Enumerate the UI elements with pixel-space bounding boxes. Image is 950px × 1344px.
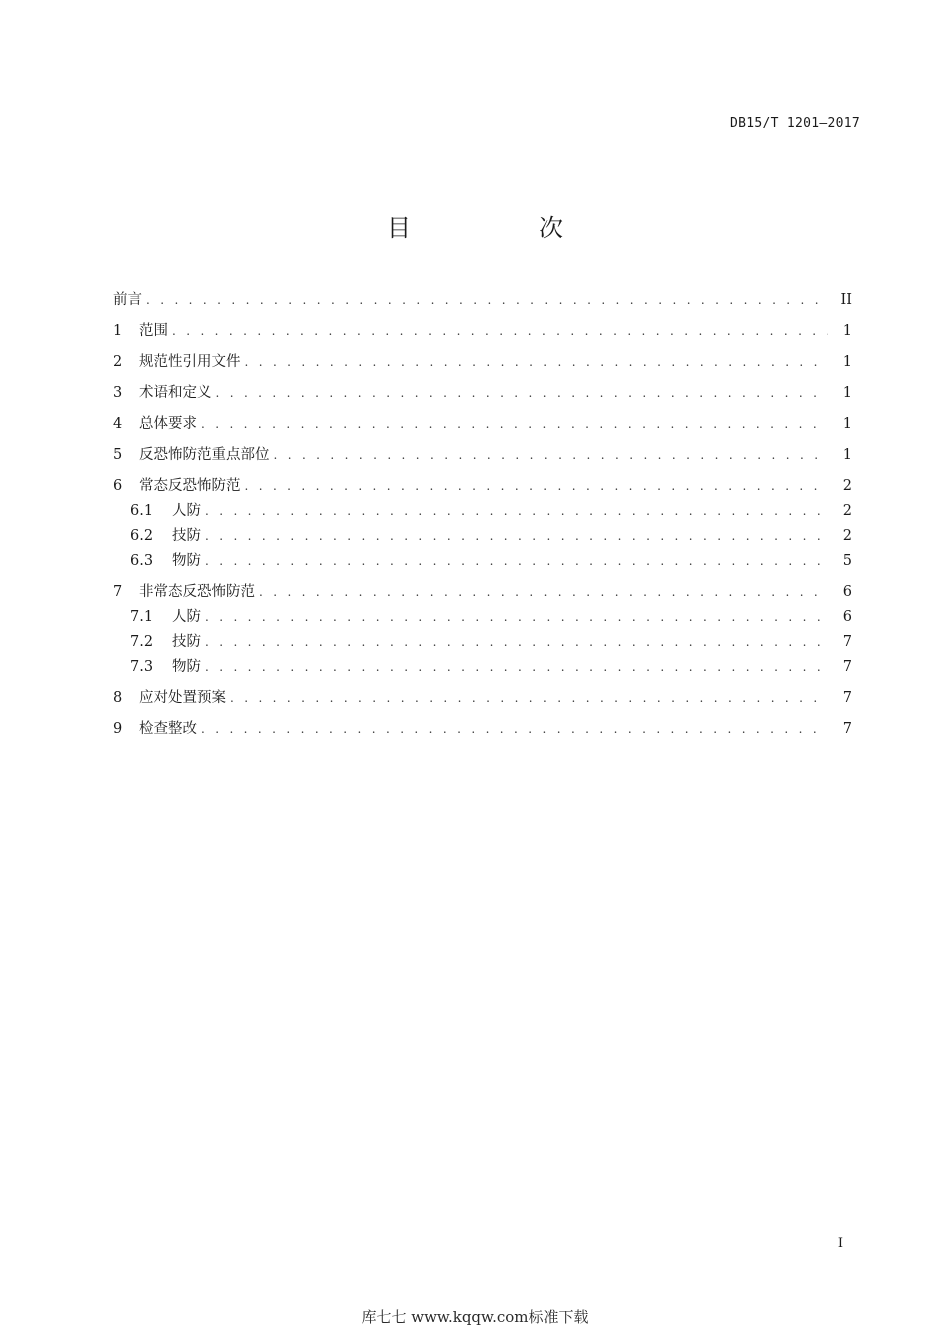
toc-entry-label: 前言 <box>113 292 142 308</box>
toc-entry-page: 1 <box>842 354 852 370</box>
table-of-contents <box>113 288 852 742</box>
toc-entry-number: 7.3 <box>130 659 154 675</box>
dot-leader <box>216 381 829 406</box>
dot-leader <box>245 474 829 499</box>
toc-entry-page: 1 <box>842 416 852 432</box>
dot-leader <box>259 580 828 605</box>
dot-leader <box>146 288 828 313</box>
toc-entry-page: 1 <box>842 447 852 463</box>
dot-leader <box>274 443 829 468</box>
toc-entry-label: 技防 <box>172 528 201 544</box>
toc-entry-number: 8 <box>113 690 123 706</box>
toc-entry[interactable] <box>113 655 852 680</box>
toc-entry-page: 7 <box>842 690 852 706</box>
toc-entry-number: 1 <box>113 323 123 339</box>
dot-leader <box>201 412 828 437</box>
toc-entry-page: 2 <box>842 528 852 544</box>
toc-entry-label: 人防 <box>172 503 201 519</box>
toc-entry-number: 7.2 <box>130 634 154 650</box>
toc-entry-page: 7 <box>842 634 852 650</box>
toc-entry[interactable] <box>113 686 852 711</box>
toc-entry[interactable] <box>113 412 852 437</box>
dot-leader <box>205 524 828 549</box>
toc-entry-page: 6 <box>842 609 852 625</box>
toc-entry[interactable] <box>113 580 852 605</box>
toc-entry[interactable] <box>113 288 852 313</box>
toc-entry-page: 7 <box>842 721 852 737</box>
dot-leader <box>205 499 828 524</box>
dot-leader <box>245 350 829 375</box>
toc-entry[interactable] <box>113 319 852 344</box>
toc-entry-label: 应对处置预案 <box>139 690 226 706</box>
toc-entry-label: 物防 <box>172 553 201 569</box>
toc-entry-page: 1 <box>842 323 852 339</box>
dot-leader <box>205 655 828 680</box>
toc-entry-number: 5 <box>113 447 123 463</box>
toc-entry-label: 术语和定义 <box>139 385 212 401</box>
toc-entry-number: 9 <box>113 721 123 737</box>
toc-entry-number: 2 <box>113 354 123 370</box>
toc-entry[interactable] <box>113 499 852 524</box>
toc-entry-label: 规范性引用文件 <box>139 354 241 370</box>
dot-leader <box>205 605 828 630</box>
toc-entry[interactable] <box>113 717 852 742</box>
document-code: DB15/T 1201—2017 <box>729 116 860 131</box>
toc-entry[interactable] <box>113 474 852 499</box>
toc-entry-label: 技防 <box>172 634 201 650</box>
dot-leader <box>172 319 828 344</box>
toc-entry-label: 非常态反恐怖防范 <box>139 584 255 600</box>
dot-leader <box>230 686 828 711</box>
dot-leader <box>205 549 828 574</box>
toc-entry-page: 1 <box>842 385 852 401</box>
footer-watermark: 库七七 www.kqqw.com标准下载 <box>361 1308 589 1326</box>
page-title: 目 次 <box>387 214 615 242</box>
toc-entry[interactable] <box>113 605 852 630</box>
dot-leader <box>201 717 828 742</box>
toc-entry-label: 总体要求 <box>139 416 197 432</box>
toc-entry-label: 范围 <box>139 323 168 339</box>
toc-entry-number: 7.1 <box>130 609 154 625</box>
page-number: I <box>837 1236 843 1251</box>
toc-entry-number: 6.2 <box>130 528 154 544</box>
toc-entry[interactable] <box>113 350 852 375</box>
toc-entry-page: 2 <box>842 503 852 519</box>
toc-entry[interactable] <box>113 443 852 468</box>
toc-entry-page: II <box>840 292 852 308</box>
toc-entry[interactable] <box>113 630 852 655</box>
toc-entry-page: 5 <box>842 553 852 569</box>
toc-entry-label: 检查整改 <box>139 721 197 737</box>
toc-entry-label: 常态反恐怖防范 <box>139 478 241 494</box>
toc-entry-page: 2 <box>842 478 852 494</box>
toc-entry-label: 反恐怖防范重点部位 <box>139 447 270 463</box>
toc-entry-label: 人防 <box>172 609 201 625</box>
toc-entry-number: 6.1 <box>130 503 154 519</box>
toc-entry-label: 物防 <box>172 659 201 675</box>
toc-entry-number: 6.3 <box>130 553 154 569</box>
toc-entry-number: 3 <box>113 385 123 401</box>
toc-entry[interactable] <box>113 381 852 406</box>
dot-leader <box>205 630 828 655</box>
toc-entry-page: 7 <box>842 659 852 675</box>
toc-entry-number: 6 <box>113 478 123 494</box>
toc-entry-page: 6 <box>842 584 852 600</box>
toc-entry[interactable] <box>113 524 852 549</box>
toc-entry-number: 4 <box>113 416 123 432</box>
toc-entry[interactable] <box>113 549 852 574</box>
toc-entry-number: 7 <box>113 584 123 600</box>
